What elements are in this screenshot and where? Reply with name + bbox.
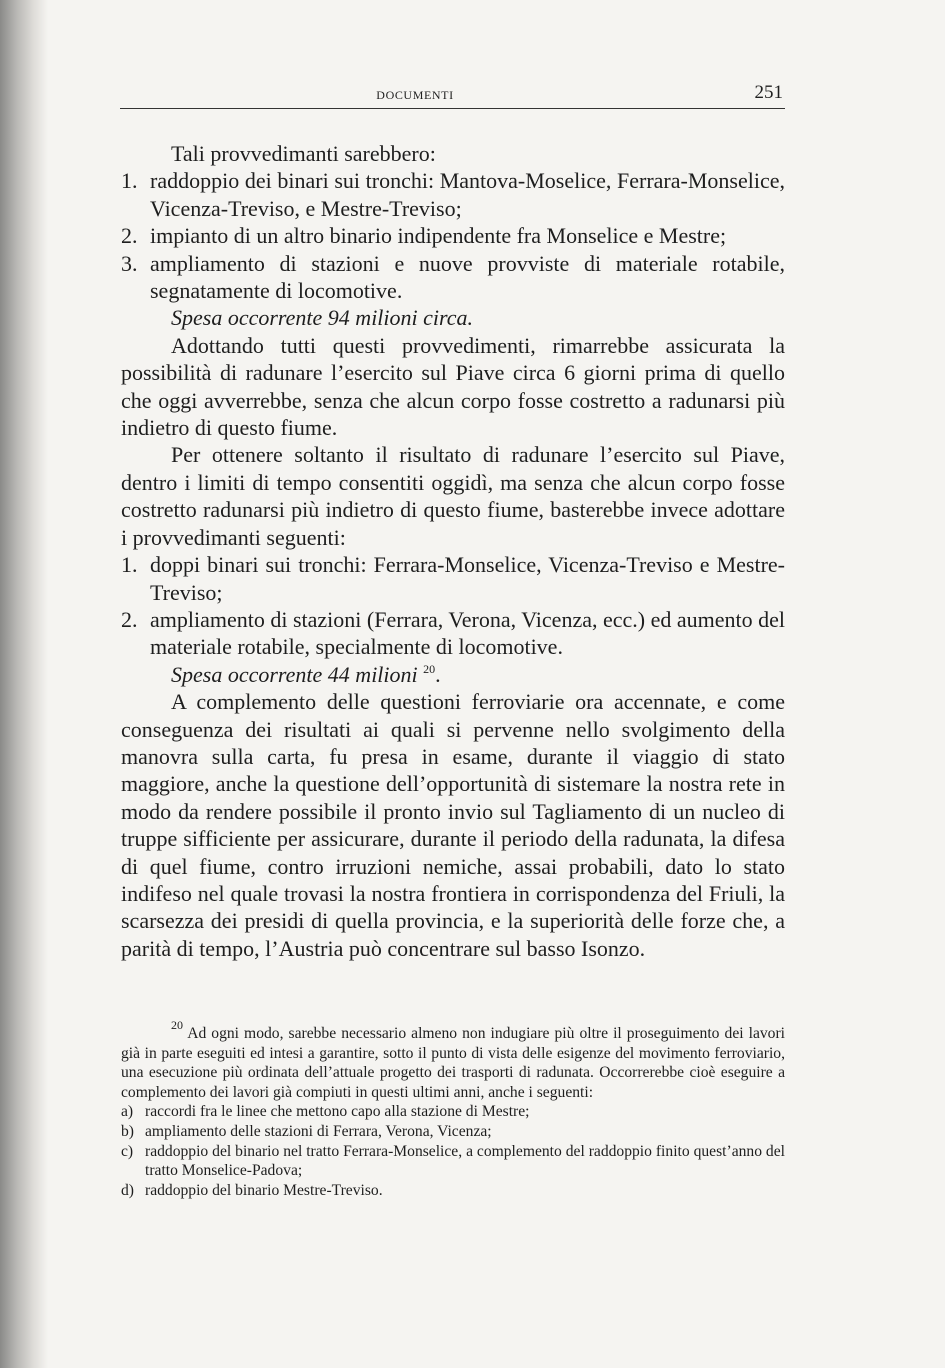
footnote-item-text: raddoppio del binario Mestre-Treviso. <box>145 1181 383 1199</box>
footnote-item-text: raccordi fra le linee che mettono capo alla stazione di Mestre; <box>145 1103 530 1121</box>
page-binding-shadow <box>0 0 48 1368</box>
footnote-item-text: raddoppio del binario nel tratto Ferrara-Monselice, a complemento del raddoppio finito quest’anno del tratto Monselice-Padova; <box>145 1142 785 1180</box>
spesa-text: Spesa occorrente 44 milioni <box>171 661 418 687</box>
footnote-item-letter: a) <box>121 1103 134 1121</box>
main-text <box>121 140 785 962</box>
footnote-item <box>121 1142 785 1181</box>
running-head: DOCUMENTI <box>376 88 454 102</box>
list-item <box>121 250 785 305</box>
footnote-item-letter: c) <box>121 1142 134 1160</box>
footnotes <box>121 1018 785 1200</box>
list-item-text: impianto di un altro binario indipendente fra Monselice e Mestre; <box>150 223 727 249</box>
footnote-paragraph <box>121 1018 785 1102</box>
list-item-number: 1. <box>121 168 138 194</box>
body-paragraph: Per ottenere soltanto il risultato di radunare l’esercito sul Piave, dentro i limiti di tempo consentiti oggidì, ma senza che alcun corpo fosse costretto radunarsi più indietro di questo fiume, basterebbe invece adottare i provvedimanti seguenti: <box>121 442 785 550</box>
footnote-item-text: ampliamento delle stazioni di Ferrara, Verona, Vicenza; <box>145 1122 492 1140</box>
list-item-number: 3. <box>121 250 138 276</box>
footnote-text: Ad ogni modo, sarebbe necessario almeno non indugiare più oltre il proseguimento dei lavori già in parte eseguiti ed intesi a garantire, sotto il punto di vista delle esigenze del movimento ferroviario, una esecuzione più ordinata dell’attuale progetto dei trasporti di radunata. Occorrerebbe cioè eseguire a complemento dei lavori già compiuti in questi ultimi anni, anche i seguenti: <box>121 1025 785 1101</box>
list-item-text: ampliamento di stazioni (Ferrara, Verona, Vicenza, ecc.) ed aumento del materiale rotabile, specialmente di locomotive. <box>150 606 785 660</box>
list-item-number: 2. <box>121 223 138 249</box>
list-item-text: ampliamento di stazioni e nuove provviste di materiale rotabile, segnatamente di locomotive. <box>150 250 785 304</box>
footnote-item <box>121 1122 785 1142</box>
footnote-marker: 20 <box>171 1018 183 1032</box>
spesa-line: Spesa occorrente 44 milioni $^{20}$. <box>171 661 441 687</box>
list-item-text: doppi binari sui tronchi: Ferrara-Monselice, Vicenza-Treviso e Mestre-Treviso; <box>150 552 785 605</box>
list-item-number: 2. <box>121 606 138 632</box>
page-number: 251 <box>754 82 783 103</box>
intro-paragraph: Tali provvedimanti sarebbero: <box>171 141 436 166</box>
list-item <box>121 551 785 606</box>
footnote-item-letter: b) <box>121 1122 134 1140</box>
body-paragraph: Adottando tutti questi provvedimenti, rimarrebbe assicurata la possibilità di radunare l’esercito sul Piave circa 6 giorni prima di quello che oggi avverrebbe, senza che alcun corpo fosse costretto a radunarsi più indietro di questo fiume. <box>121 332 785 441</box>
footnote-item <box>121 1181 785 1201</box>
body-paragraph: A complemento delle questioni ferroviarie ora accennate, e come conseguenza dei risultati ai quali si pervenne nello svolgimento della manovra sulla carta, fu presa in esame, durante il viaggio di stato maggiore, anche la questione dell’opportunità di sistemare la nostra rete in modo da rendere possibile il pronto invio sul Tagliamento di un nucleo di truppe sifficiente per assicurare, durante il periodo della radunata, la difesa di quel fiume, contro irruzioni nemiche, assai probabili, dato lo stato indifeso nel quale trovasi la nostra frontiera in corrispondenza del Friuli, la scarsezza dei presidi di quella provincia, e la superiorità delle forze che, a parità di tempo, l’Austria può concentrare sul basso Isonzo. <box>121 689 785 961</box>
footnote-item-letter: d) <box>121 1181 134 1199</box>
page-header <box>120 80 785 109</box>
footnote-item <box>121 1102 785 1122</box>
spesa-line: Spesa occorrente 94 milioni circa. <box>171 305 474 331</box>
list-item <box>121 606 785 661</box>
footnote-reference: 20 <box>423 661 436 676</box>
list-item-text: raddoppio dei binari sui tronchi: Mantova-Moselice, Ferrara-Monselice, Vicenza-Treviso, e Mestre-Treviso; <box>150 168 785 221</box>
list-item <box>121 167 785 222</box>
list-item <box>121 222 785 249</box>
list-item-number: 1. <box>121 552 138 578</box>
